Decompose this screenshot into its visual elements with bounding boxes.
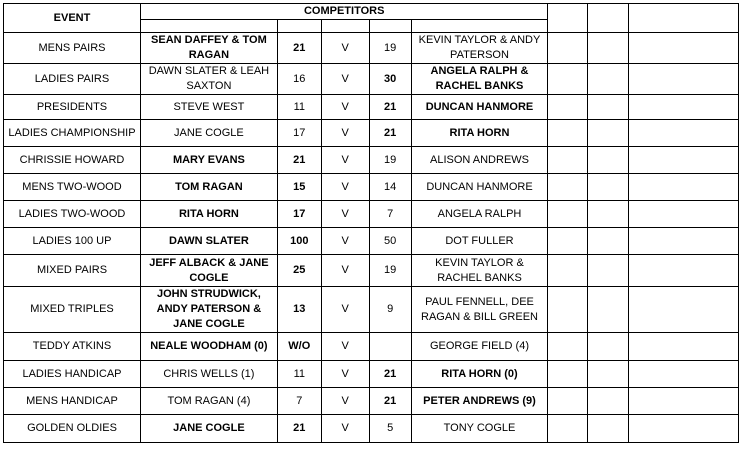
blank-cell xyxy=(588,388,629,415)
home-competitor-cell: MARY EVANS xyxy=(140,147,277,174)
home-competitor-cell: CHRIS WELLS (1) xyxy=(140,361,277,388)
away-competitor-cell: GEORGE FIELD (4) xyxy=(411,333,548,361)
blank-cell xyxy=(588,120,629,147)
result-row xyxy=(4,64,739,95)
blank-cell xyxy=(588,333,629,361)
blank-cell xyxy=(140,20,277,33)
event-cell: MIXED PAIRS xyxy=(4,255,141,287)
blank-cell xyxy=(629,201,739,228)
result-row xyxy=(4,147,739,174)
blank-cell xyxy=(588,64,629,95)
away-score-cell: 21 xyxy=(369,120,411,147)
home-score-cell: 16 xyxy=(277,64,321,95)
away-competitor-cell: RITA HORN xyxy=(411,120,548,147)
result-row xyxy=(4,388,739,415)
home-score-cell: 11 xyxy=(277,95,321,120)
header-row xyxy=(4,4,739,20)
blank-cell xyxy=(629,95,739,120)
event-cell: MENS TWO-WOOD xyxy=(4,174,141,201)
blank-cell xyxy=(548,95,588,120)
event-cell: LADIES 100 UP xyxy=(4,228,141,255)
blank-cell xyxy=(588,4,629,33)
event-cell: MIXED TRIPLES xyxy=(4,287,141,333)
event-cell: TEDDY ATKINS xyxy=(4,333,141,361)
blank-cell xyxy=(588,174,629,201)
blank-cell xyxy=(629,64,739,95)
event-cell: LADIES PAIRS xyxy=(4,64,141,95)
event-cell: MENS HANDICAP xyxy=(4,388,141,415)
versus-cell: V xyxy=(321,361,369,388)
home-competitor-cell: SEAN DAFFEY & TOM RAGAN xyxy=(140,33,277,64)
result-row xyxy=(4,361,739,388)
away-competitor-cell: DUNCAN HANMORE xyxy=(411,95,548,120)
home-score-cell: 21 xyxy=(277,33,321,64)
home-score-cell: 17 xyxy=(277,120,321,147)
blank-cell xyxy=(321,20,369,33)
blank-cell xyxy=(629,120,739,147)
result-row xyxy=(4,228,739,255)
results-table xyxy=(3,3,739,443)
blank-cell xyxy=(588,361,629,388)
result-row xyxy=(4,415,739,443)
event-cell: PRESIDENTS xyxy=(4,95,141,120)
blank-cell xyxy=(548,361,588,388)
blank-cell xyxy=(629,4,739,33)
away-competitor-cell: ANGELA RALPH & RACHEL BANKS xyxy=(411,64,548,95)
away-competitor-cell: ALISON ANDREWS xyxy=(411,147,548,174)
blank-cell xyxy=(548,333,588,361)
blank-cell xyxy=(548,388,588,415)
home-competitor-cell: JANE COGLE xyxy=(140,415,277,443)
event-cell: LADIES TWO-WOOD xyxy=(4,201,141,228)
event-cell: GOLDEN OLDIES xyxy=(4,415,141,443)
blank-cell xyxy=(629,174,739,201)
blank-cell xyxy=(548,174,588,201)
blank-cell xyxy=(548,228,588,255)
versus-cell: V xyxy=(321,147,369,174)
versus-cell: V xyxy=(321,201,369,228)
home-competitor-cell: JOHN STRUDWICK, ANDY PATERSON & JANE COGLE xyxy=(140,287,277,333)
competitors-header: COMPETITORS xyxy=(140,4,547,20)
home-score-cell: 100 xyxy=(277,228,321,255)
versus-cell: V xyxy=(321,228,369,255)
blank-cell xyxy=(548,120,588,147)
away-score-cell: 50 xyxy=(369,228,411,255)
result-row xyxy=(4,201,739,228)
blank-cell xyxy=(548,415,588,443)
blank-cell xyxy=(411,20,548,33)
home-score-cell: 17 xyxy=(277,201,321,228)
blank-cell xyxy=(588,415,629,443)
home-score-cell: 15 xyxy=(277,174,321,201)
away-score-cell: 5 xyxy=(369,415,411,443)
blank-cell xyxy=(629,388,739,415)
blank-cell xyxy=(548,201,588,228)
home-competitor-cell: TOM RAGAN xyxy=(140,174,277,201)
blank-cell xyxy=(629,287,739,333)
blank-cell xyxy=(548,255,588,287)
event-header: EVENT xyxy=(4,4,141,33)
away-competitor-cell: DUNCAN HANMORE xyxy=(411,174,548,201)
away-score-cell: 21 xyxy=(369,95,411,120)
versus-cell: V xyxy=(321,415,369,443)
away-score-cell: 19 xyxy=(369,33,411,64)
home-score-cell: 11 xyxy=(277,361,321,388)
away-competitor-cell: ANGELA RALPH xyxy=(411,201,548,228)
away-competitor-cell: TONY COGLE xyxy=(411,415,548,443)
away-score-cell: 21 xyxy=(369,361,411,388)
blank-cell xyxy=(548,147,588,174)
blank-cell xyxy=(588,287,629,333)
home-competitor-cell: JANE COGLE xyxy=(140,120,277,147)
home-score-cell: 21 xyxy=(277,415,321,443)
home-score-cell: 25 xyxy=(277,255,321,287)
result-row xyxy=(4,333,739,361)
blank-cell xyxy=(548,287,588,333)
blank-cell xyxy=(629,228,739,255)
away-competitor-cell: KEVIN TAYLOR & RACHEL BANKS xyxy=(411,255,548,287)
blank-cell xyxy=(588,95,629,120)
home-competitor-cell: RITA HORN xyxy=(140,201,277,228)
result-row xyxy=(4,33,739,64)
event-cell: MENS PAIRS xyxy=(4,33,141,64)
blank-cell xyxy=(548,64,588,95)
home-score-cell: 21 xyxy=(277,147,321,174)
blank-cell xyxy=(548,33,588,64)
home-competitor-cell: TOM RAGAN (4) xyxy=(140,388,277,415)
result-row xyxy=(4,287,739,333)
blank-cell xyxy=(588,33,629,64)
versus-cell: V xyxy=(321,287,369,333)
away-score-cell: 21 xyxy=(369,388,411,415)
versus-cell: V xyxy=(321,95,369,120)
home-competitor-cell: DAWN SLATER xyxy=(140,228,277,255)
blank-cell xyxy=(588,228,629,255)
blank-cell xyxy=(629,361,739,388)
blank-cell xyxy=(629,33,739,64)
versus-cell: V xyxy=(321,333,369,361)
blank-cell xyxy=(629,147,739,174)
home-competitor-cell: JEFF ALBACK & JANE COGLE xyxy=(140,255,277,287)
result-row xyxy=(4,255,739,287)
home-competitor-cell: DAWN SLATER & LEAH SAXTON xyxy=(140,64,277,95)
event-cell: CHRISSIE HOWARD xyxy=(4,147,141,174)
blank-cell xyxy=(588,255,629,287)
away-competitor-cell: PAUL FENNELL, DEE RAGAN & BILL GREEN xyxy=(411,287,548,333)
result-row xyxy=(4,95,739,120)
result-row xyxy=(4,120,739,147)
blank-cell xyxy=(369,20,411,33)
blank-cell xyxy=(277,20,321,33)
versus-cell: V xyxy=(321,33,369,64)
blank-cell xyxy=(629,333,739,361)
away-competitor-cell: PETER ANDREWS (9) xyxy=(411,388,548,415)
result-row xyxy=(4,174,739,201)
results-body xyxy=(4,4,739,443)
versus-cell: V xyxy=(321,388,369,415)
away-competitor-cell: KEVIN TAYLOR & ANDY PATERSON xyxy=(411,33,548,64)
away-score-cell: 19 xyxy=(369,255,411,287)
away-competitor-cell: RITA HORN (0) xyxy=(411,361,548,388)
blank-cell xyxy=(629,415,739,443)
away-score-cell xyxy=(369,333,411,361)
versus-cell: V xyxy=(321,120,369,147)
away-score-cell: 9 xyxy=(369,287,411,333)
event-cell: LADIES CHAMPIONSHIP xyxy=(4,120,141,147)
versus-cell: V xyxy=(321,174,369,201)
away-score-cell: 14 xyxy=(369,174,411,201)
home-score-cell: W/O xyxy=(277,333,321,361)
event-cell: LADIES HANDICAP xyxy=(4,361,141,388)
blank-cell xyxy=(588,201,629,228)
home-score-cell: 13 xyxy=(277,287,321,333)
versus-cell: V xyxy=(321,255,369,287)
away-score-cell: 7 xyxy=(369,201,411,228)
away-competitor-cell: DOT FULLER xyxy=(411,228,548,255)
blank-cell xyxy=(629,255,739,287)
blank-cell xyxy=(588,147,629,174)
home-competitor-cell: NEALE WOODHAM (0) xyxy=(140,333,277,361)
home-competitor-cell: STEVE WEST xyxy=(140,95,277,120)
home-score-cell: 7 xyxy=(277,388,321,415)
away-score-cell: 30 xyxy=(369,64,411,95)
blank-cell xyxy=(548,4,588,33)
away-score-cell: 19 xyxy=(369,147,411,174)
versus-cell: V xyxy=(321,64,369,95)
